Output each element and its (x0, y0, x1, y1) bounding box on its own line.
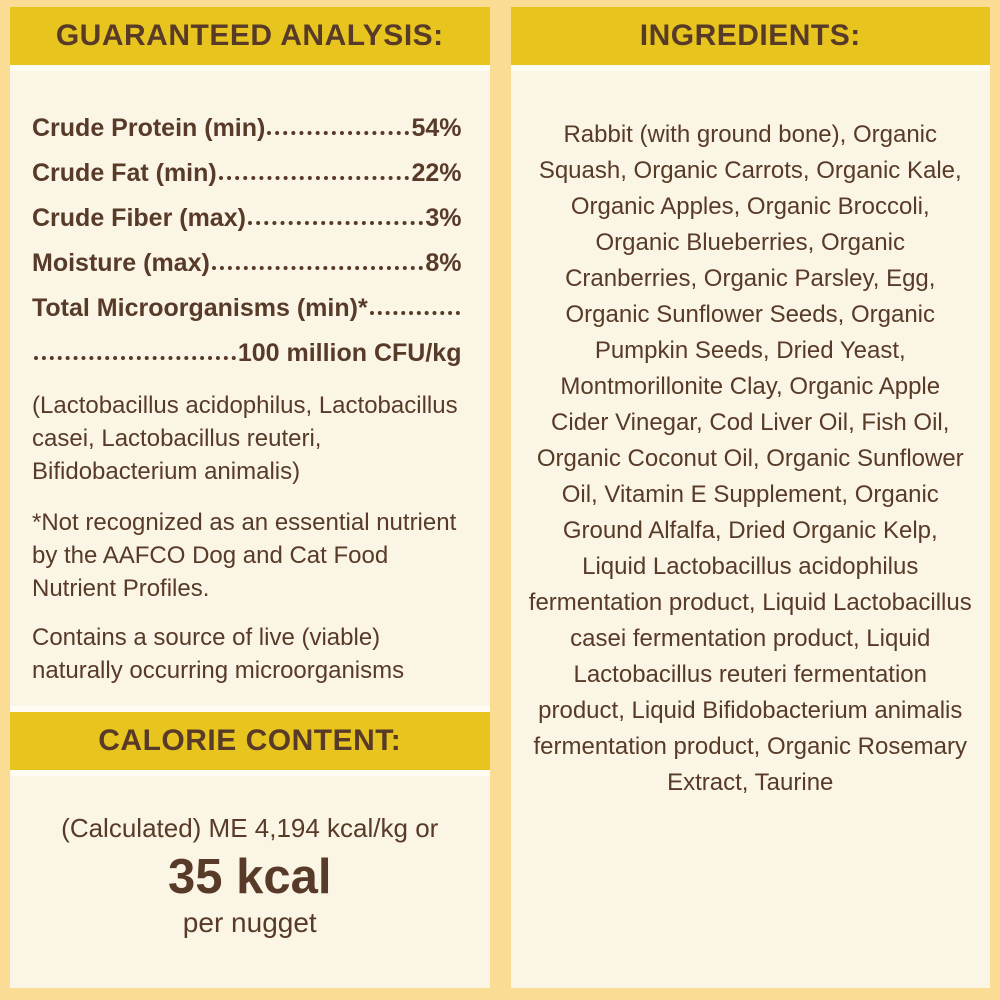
probiotic-species-note: (Lactobacillus acidophilus, Lactobacillus casei, Lactobacillus reuteri, Bifidobacterium animalis) (32, 392, 458, 485)
analysis-label: Crude Protein (min) (32, 113, 266, 142)
guaranteed-analysis-panel (10, 7, 490, 988)
analysis-label: Total Microorganisms (min)* (32, 293, 368, 322)
analysis-label: Crude Fat (min) (32, 158, 217, 187)
analysis-label: Crude Fiber (max) (32, 203, 246, 232)
analysis-value: 3% (425, 203, 462, 232)
analysis-value: 54% (411, 113, 462, 142)
analysis-row-microorganisms (32, 277, 462, 322)
dot-leader (267, 131, 409, 135)
analysis-label: Moisture (max) (32, 248, 210, 277)
ingredients-list: Rabbit (with ground bone), Organic Squash, Organic Carrots, Organic Kale, Organic Apples, Organic Broccoli, Organic Blueberries, Organic Cranberries, Organic Parsley, Egg, Organic Sunflower Seeds, Organic Pumpkin Seeds, Dried Yeast, Montmorillonite Clay, Organic Apple Cider Vinegar, Cod Liver Oil, Fish Oil, Organic Coconut Oil, Organic Sunflower Oil, Vitamin E Supplement, Organic Ground Alfalfa, Dried Organic Kelp, Liquid Lactobacillus acidophilus fermentation product, Liquid Lactobacillus casei fermentation product, Liquid Lactobacillus reuteri fermentation product, Liquid Bifidobacterium animalis fermentation product, Organic Rosemary Extract, Taurine (528, 121, 972, 796)
dot-leader (34, 356, 236, 360)
analysis-value: 22% (411, 158, 462, 187)
calorie-per-nugget-value: 35 kcal (168, 850, 332, 904)
live-microorganisms-note: Contains a source of live (viable) naturally occurring microorganisms (32, 624, 405, 684)
analysis-row-crude-fat (32, 142, 462, 187)
dot-leader (212, 266, 424, 270)
analysis-row-crude-protein (32, 97, 462, 142)
dot-leader (248, 221, 423, 225)
calorie-content-header (10, 706, 490, 776)
calorie-kcal-per-kg: (Calculated) ME 4,194 kcal/kg or (61, 813, 439, 843)
guaranteed-analysis-title: GUARANTEED ANALYSIS: (55, 19, 444, 52)
dot-leader (219, 176, 410, 180)
analysis-row-crude-fiber (32, 187, 462, 232)
ingredients-panel (511, 7, 991, 988)
aafco-disclaimer-note: *Not recognized as an essential nutrient by the AAFCO Dog and Cat Food Nutrient Profiles. (32, 509, 457, 602)
guaranteed-analysis-header (10, 7, 490, 71)
analysis-value: 8% (425, 248, 462, 277)
ingredients-header (511, 7, 991, 71)
analysis-value: 100 million CFU/kg (237, 338, 462, 367)
analysis-table (32, 97, 462, 367)
analysis-row-moisture (32, 232, 462, 277)
calorie-content-title: CALORIE CONTENT: (98, 724, 402, 757)
calorie-per-nugget-unit: per nugget (182, 907, 317, 938)
ingredients-title: INGREDIENTS: (639, 19, 861, 52)
analysis-row-microorganisms-value (32, 322, 462, 367)
dot-leader (370, 311, 460, 315)
